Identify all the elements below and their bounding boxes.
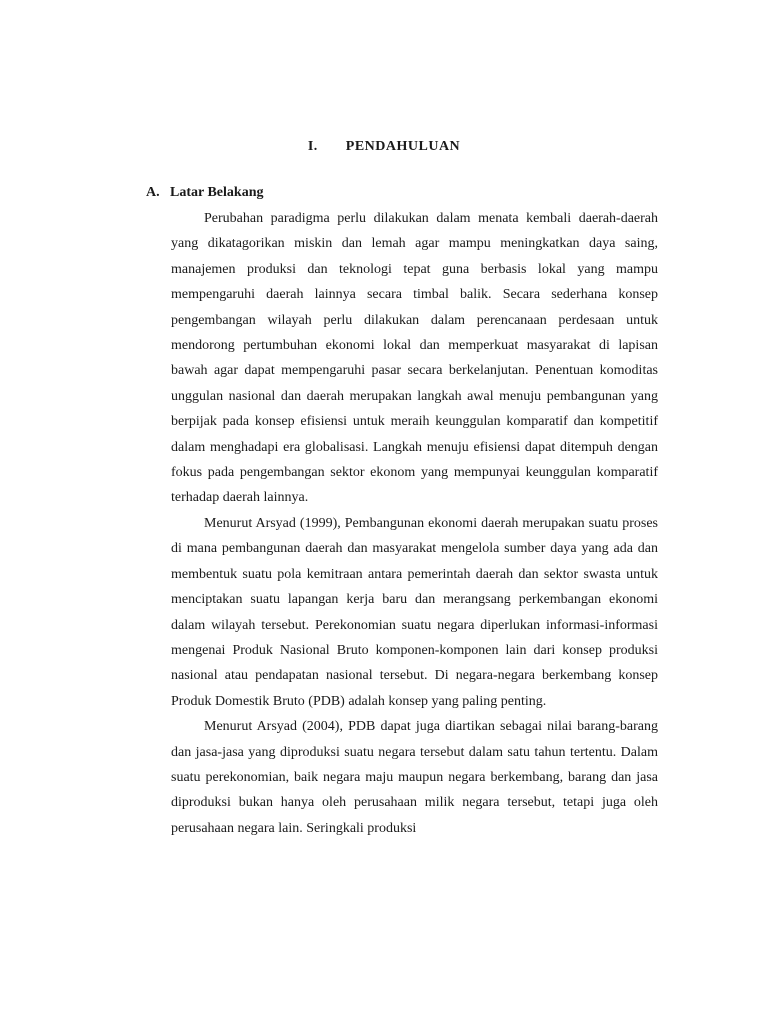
- paragraph-perubahan-paradigma: Perubahan paradigma perlu dilakukan dalam menata kembali daerah-daerah yang dikatagorikan miskin dan lemah agar mampu meningkatkan daya saing, manajemen produksi dan teknologi tepat guna berbasis lokal yang mampu mempengaruhi daerah lainnya secara timbal balik. Secara sederhana konsep pengembangan wilayah perlu dilakukan dalam perencanaan perdesaan untuk mendorong pertumbuhan ekonomi lokal dan memperkuat masyarakat di lapisan bawah agar dapat mempengaruhi pasar secara berkelanjutan. Penentuan komoditas unggulan nasional dan daerah merupakan langkah awal menuju pembangunan yang berpijak pada konsep efisiensi untuk meraih keunggulan komparatif dan kompetitif dalam menghadapi era globalisasi. Langkah menuju efisiensi dapat ditempuh dengan fokus pada pengembangan sektor ekonom yang mempunyai keunggulan komparatif terhadap daerah lainnya.: [171, 211, 658, 506]
- paragraph-arsyad-2004: Menurut Arsyad (2004), PDB dapat juga diartikan sebagai nilai barang-barang dan jasa-jasa yang diproduksi suatu negara tersebut dalam satu tahun tertentu. Dalam suatu perekonomian, baik negara maju maupun negara berkembang, barang dan jasa diproduksi bukan hanya oleh perusahaan milik negara tersebut, tetapi juga oleh perusahaan negara lain. Seringkali produksi: [171, 719, 658, 836]
- chapter-title-text: PENDAHULUAN: [345, 139, 461, 154]
- chapter-title: [0, 137, 768, 157]
- paragraph-arsyad-1999: Menurut Arsyad (1999), Pembangunan ekonomi daerah merupakan suatu proses di mana pembangunan daerah dan masyarakat mengelola sumber daya yang ada dan membentuk suatu pola kemitraan antara pemerintah daerah dan sektor swasta untuk menciptakan suatu lapangan kerja baru dan merangsang perkembangan ekonomi dalam wilayah tersebut. Perekonomian suatu negara diperlukan informasi-informasi mengenai Produk Nasional Bruto komponen-komponen lain dari konsep produksi nasional atau pendapatan nasional tersebut. Di negara-negara berkembang konsep Produk Domestik Bruto (PDB) adalah konsep yang paling penting.: [171, 515, 658, 709]
- chapter-number: I.: [307, 139, 318, 154]
- section-body: [171, 206, 658, 841]
- section-letter: A.: [146, 185, 160, 200]
- section-heading: [146, 183, 263, 203]
- section-title-text: Latar Belakang: [170, 185, 264, 200]
